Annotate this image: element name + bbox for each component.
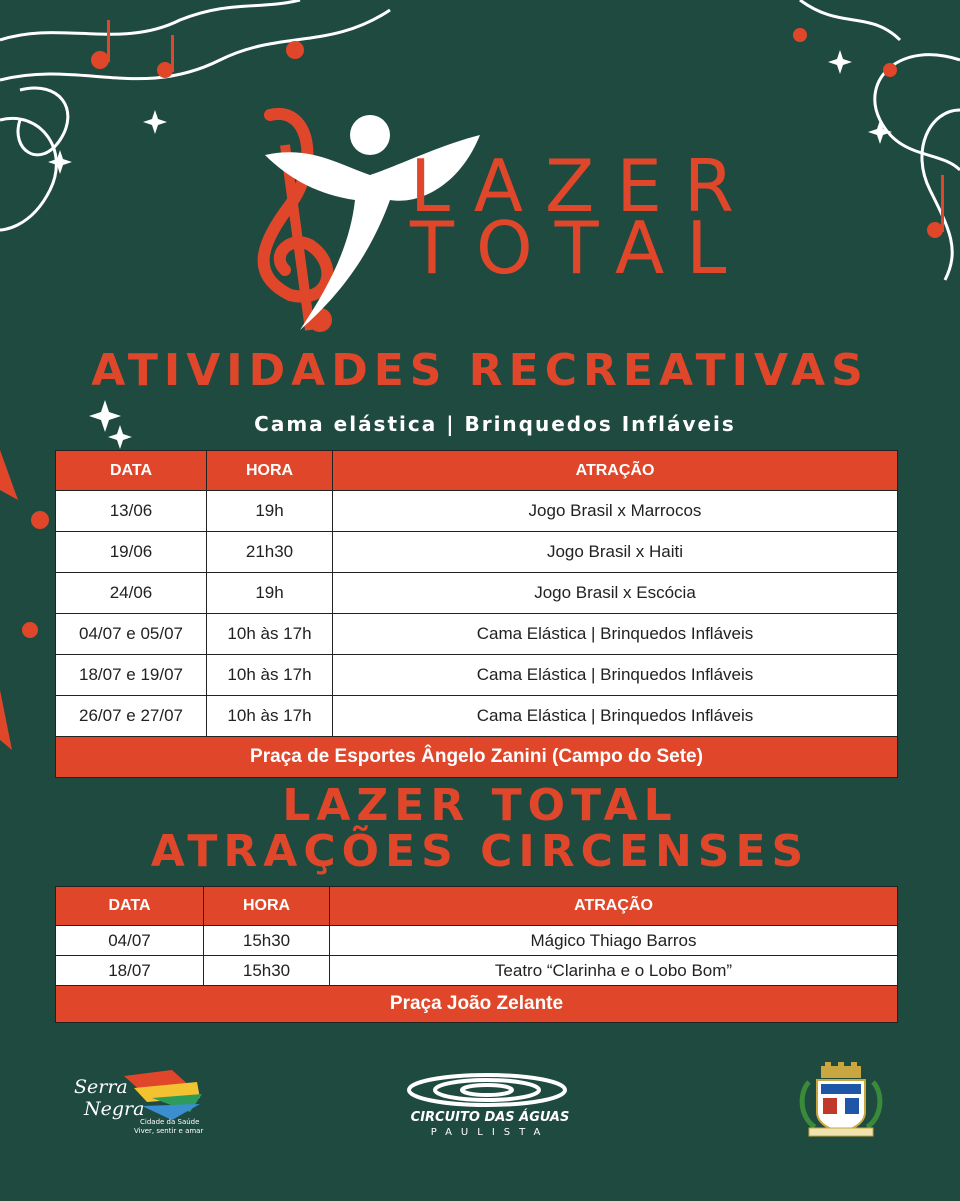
section2-title-line1: LAZER TOTAL [282, 780, 678, 831]
circuito-ellipses-icon [405, 1072, 575, 1108]
cell-date: 19/06 [56, 532, 207, 573]
table-header-row [56, 887, 898, 926]
column-header-hora: HORA [204, 887, 330, 926]
circuito-line2: PAULISTA [430, 1127, 550, 1138]
location-label: Praça João Zelante [56, 986, 898, 1023]
coat-of-arms-icon [795, 1062, 887, 1142]
table-row [56, 926, 898, 956]
table-row [56, 614, 898, 655]
serra-negra-logo [72, 1068, 222, 1140]
cell-time: 15h30 [204, 926, 330, 956]
serra-negra-line2: Negra [84, 1098, 145, 1120]
table-row [56, 491, 898, 532]
table-row [56, 655, 898, 696]
table-header-row [56, 451, 898, 491]
cell-date: 13/06 [56, 491, 207, 532]
cell-attraction: Cama Elástica | Brinquedos Infláveis [333, 696, 898, 737]
schedule-table-circenses [55, 886, 898, 1023]
table-row [56, 573, 898, 614]
cell-date: 18/07 [56, 956, 204, 986]
serra-negra-line1: Serra [74, 1076, 128, 1098]
table-row [56, 696, 898, 737]
serra-negra-tagline1: Cidade da Saúde [140, 1118, 200, 1126]
cell-time: 10h às 17h [207, 696, 333, 737]
cell-time: 19h [207, 491, 333, 532]
cell-time: 10h às 17h [207, 614, 333, 655]
cell-date: 26/07 e 27/07 [56, 696, 207, 737]
cell-date: 04/07 e 05/07 [56, 614, 207, 655]
cell-attraction: Mágico Thiago Barros [330, 926, 898, 956]
section1-subtitle: Cama elástica | Brinquedos Infláveis [254, 412, 736, 436]
column-header-data: DATA [56, 887, 204, 926]
cell-date: 04/07 [56, 926, 204, 956]
cell-time: 10h às 17h [207, 655, 333, 696]
column-header-atracao: ATRAÇÃO [330, 887, 898, 926]
cell-attraction: Jogo Brasil x Haiti [333, 532, 898, 573]
cell-time: 15h30 [204, 956, 330, 986]
section1-title: ATIVIDADES RECREATIVAS [91, 345, 869, 396]
cell-attraction: Jogo Brasil x Escócia [333, 573, 898, 614]
table-row [56, 532, 898, 573]
cell-attraction: Teatro “Clarinha e o Lobo Bom” [330, 956, 898, 986]
cell-date: 24/06 [56, 573, 207, 614]
column-header-data: DATA [56, 451, 207, 491]
section2-title-line2: ATRAÇÕES CIRCENSES [150, 826, 810, 877]
table-footer-row [56, 986, 898, 1023]
municipal-coat-of-arms [795, 1062, 887, 1142]
logo-word-lazer: LAZER [410, 144, 756, 228]
cell-time: 21h30 [207, 532, 333, 573]
circuito-das-aguas-logo [405, 1072, 575, 1142]
cell-date: 18/07 e 19/07 [56, 655, 207, 696]
cell-time: 19h [207, 573, 333, 614]
cell-attraction: Jogo Brasil x Marrocos [333, 491, 898, 532]
cell-attraction: Cama Elástica | Brinquedos Infláveis [333, 655, 898, 696]
location-label: Praça de Esportes Ângelo Zanini (Campo do Sete) [56, 737, 898, 778]
table-footer-row [56, 737, 898, 778]
circuito-line1: CIRCUITO DAS ÁGUAS [410, 1110, 570, 1125]
schedule-table-recreativas [55, 450, 898, 778]
column-header-hora: HORA [207, 451, 333, 491]
cell-attraction: Cama Elástica | Brinquedos Infláveis [333, 614, 898, 655]
logo-word-total: TOTAL [410, 206, 749, 290]
serra-negra-tagline2: Viver, sentir e amar [134, 1127, 204, 1135]
table-row [56, 956, 898, 986]
column-header-atracao: ATRAÇÃO [333, 451, 898, 491]
